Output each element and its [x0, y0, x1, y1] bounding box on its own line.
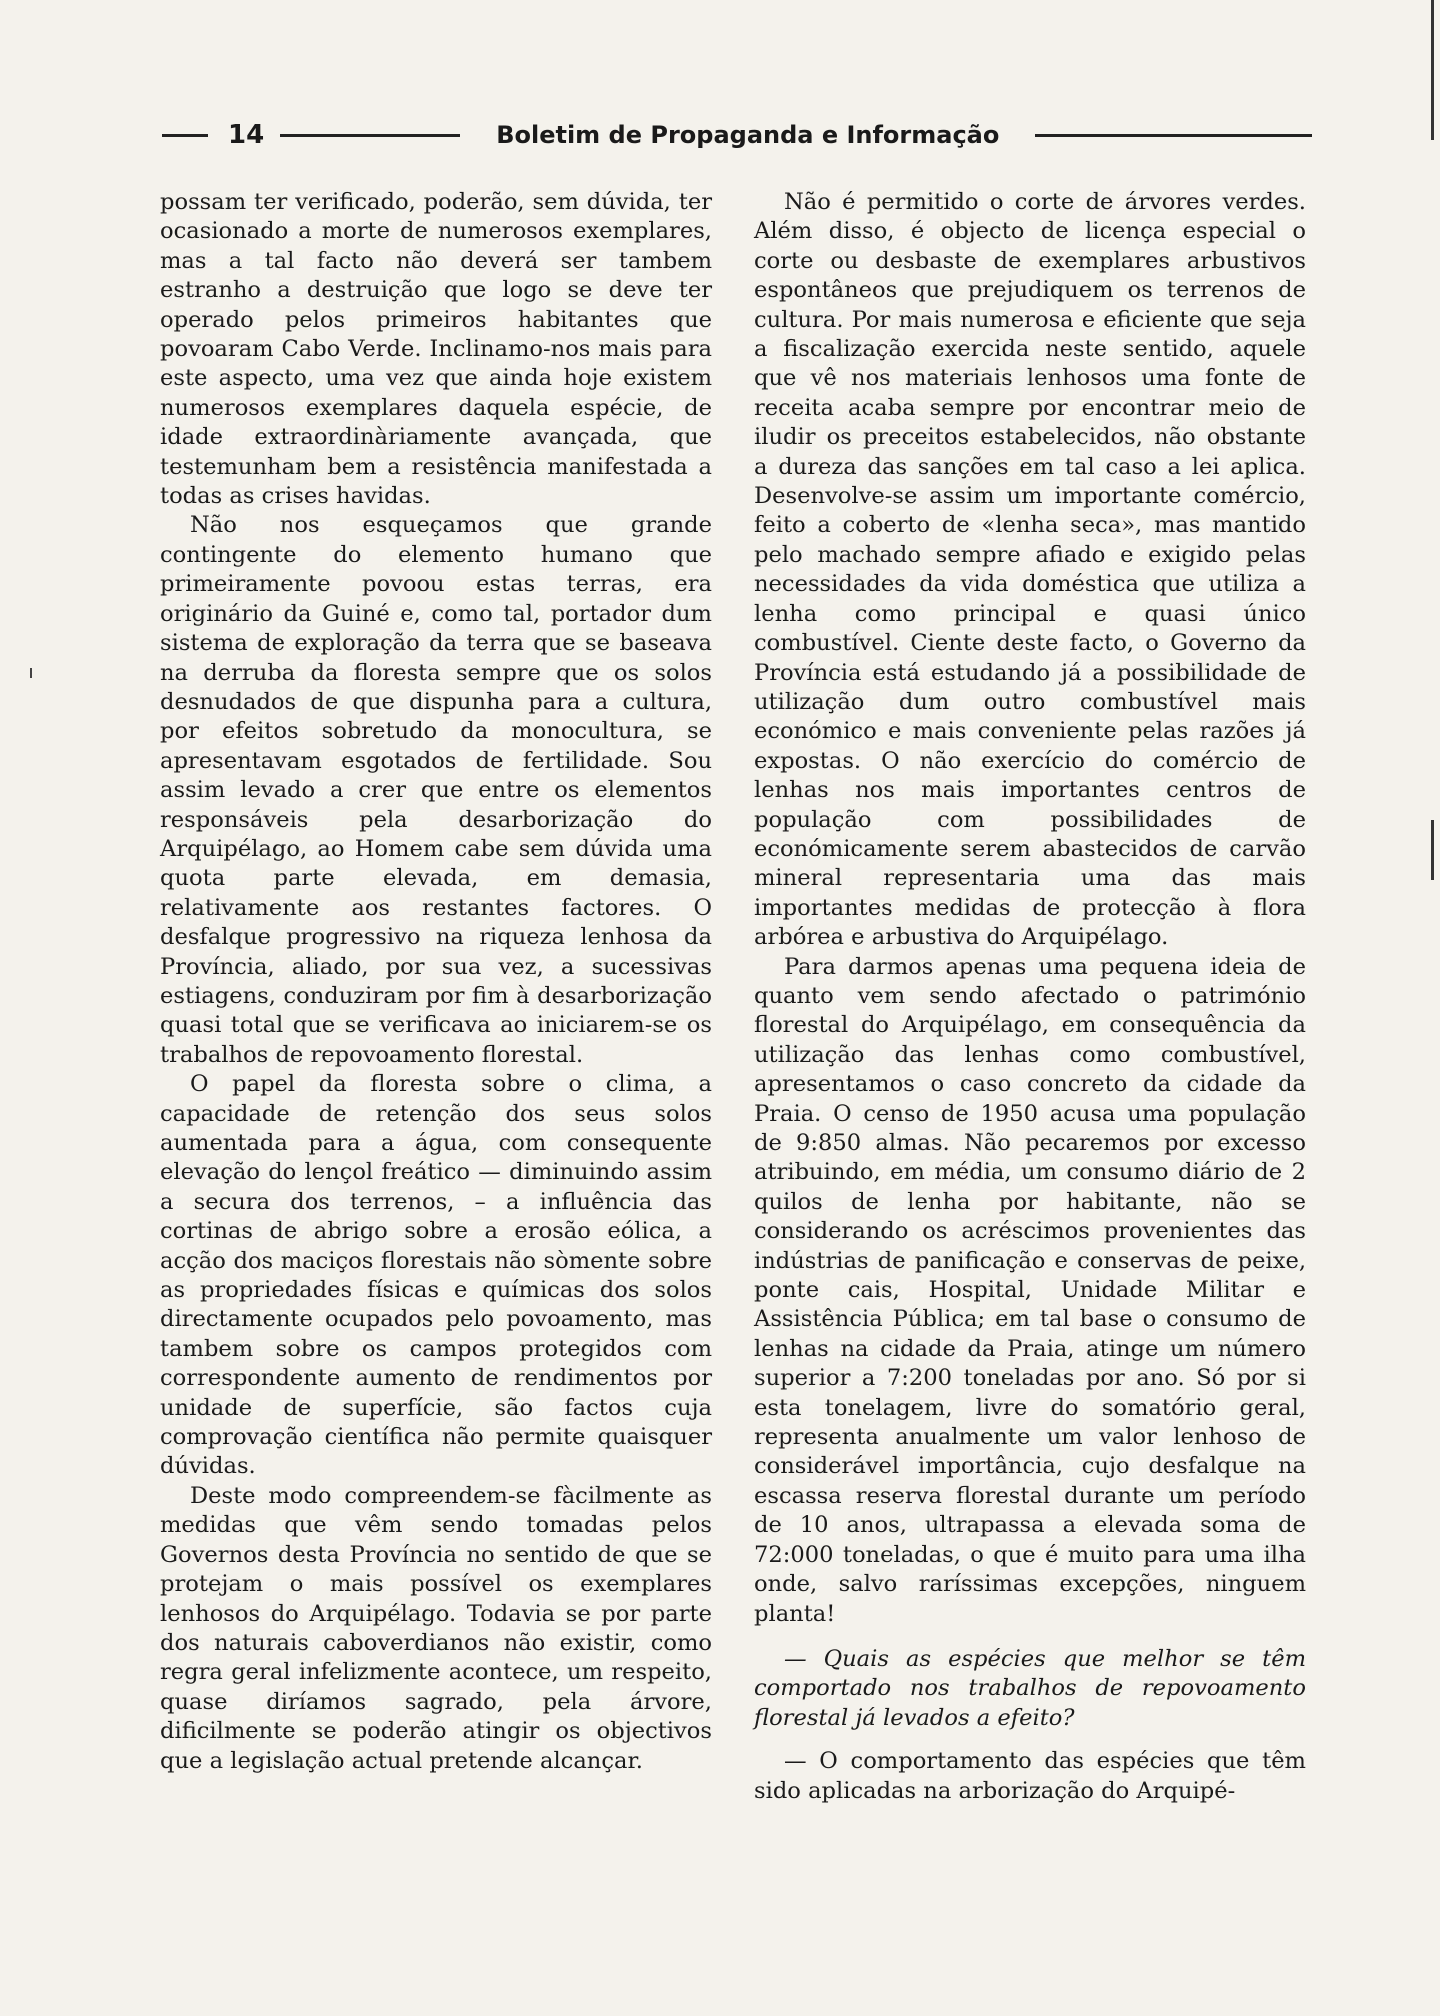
interview-answer: — O comportamento das espécies que têm sido aplicadas na arborização do Arquipé- [754, 1748, 1306, 1804]
paragraph: Para darmos apenas uma pequena ideia de quanto vem sendo afectado o património florestal do Arquipélago, em consequência da utilização das lenhas como combustível, apresentamos o caso concreto da cidade da Praia. O censo de 1950 acusa uma população de 9:850 almas. Não pecaremos por excesso atribuindo, em média, um consumo diário de 2 quilos de lenha por habitante, não se considerando os acréscimos provenientes das indústrias de panificação e conservas de peixe, ponte cais, Hospital, Unidade Militar e Assistência Pública; em tal base o consumo de lenhas na cidade da Praia, atinge um número superior a 7:200 toneladas por ano. Só por si esta tonelagem, livre do somatório geral, representa anualmente um valor lenhoso de considerável importância, cujo desfalque na escassa reserva florestal durante um período de 10 anos, ultrapassa a elevada soma de 72:000 toneladas, o que é muito para uma ilha onde, salvo raríssimas excepções, ninguem planta! [754, 953, 1306, 1627]
scan-speck [30, 668, 32, 678]
header-rule-middle [280, 134, 460, 137]
running-title: Boletim de Propaganda e Informação [496, 121, 1000, 149]
paragraph: Não é permitido o corte de árvores verdes. Além disso, é objecto de licença especial o corte ou desbaste de exemplares arbustivos espontâneos que prejudiquem os terrenos de cultura. Por mais numerosa e eficiente que seja a fiscalização exercida neste sentido, aquele que vê nos materiais lenhosos uma fonte de receita acaba sempre por encontrar meio de iludir os preceitos estabelecidos, não obstante a dureza das sanções em tal caso a lei aplica. Desenvolve-se assim um importante comércio, feito a coberto de «lenha seca», mas mantido pelo machado sempre afiado e exigido pelas necessidades da vida doméstica que utiliza a lenha como principal e quasi único combustível. Ciente deste facto, o Governo da Província está estudando já a possibilidade de utilização dum outro combustível mais económico e mais conveniente pelas razões já expostas. O não exercício do comércio de lenhas nos mais importantes centros de população com possibilidades de económicamente serem abastecidos de carvão mineral representaria uma das mais importantes medidas de protecção à flora arbórea e arbustiva do Arquipélago. [754, 189, 1306, 951]
header-rule-left [162, 134, 208, 137]
paragraph: O papel da floresta sobre o clima, a capacidade de retenção dos seus solos aumentada para a água, com consequente elevação do lençol freático — diminuindo assim a secura dos terrenos, – a influência das cortinas de abrigo sobre a erosão eólica, a acção dos maciços florestais não sòmente sobre as propriedades físicas e químicas dos solos directamente ocupados pelo povoamento, mas tambem sobre os campos protegidos com correspondente aumento de rendimentos por unidade de superfície, são factos cuja comprovação científica não permite quaisquer dúvidas. [160, 1071, 712, 1480]
left-column [160, 188, 712, 1776]
paragraph: Não nos esqueçamos que grande contingente do elemento humano que primeiramente povoou estas terras, era originário da Guiné e, como tal, portador dum sistema de exploração da terra que se baseava na derruba da floresta sempre que os solos desnudados de que dispunha para a cultura, por efeitos sobretudo da monocultura, se apresentavam esgotados de fertilidade. Sou assim levado a crer que entre os elementos responsáveis pela desarborização do Arquipélago, ao Homem cabe sem dúvida uma quota parte elevada, em demasia, relativamente aos restantes factores. O desfalque progressivo na riqueza lenhosa da Província, aliado, por sua vez, a sucessivas estiagens, conduziram por fim à desarborização quasi total que se verificava ao iniciarem-se os trabalhos de repovoamento florestal. [160, 512, 712, 1068]
paragraph: Deste modo compreendem-se fàcilmente as medidas que vêm sendo tomadas pelos Governos desta Província no sentido de que se protejam o mais possível os exemplares lenhosos do Arquipélago. Todavia se por parte dos naturais caboverdianos não existir, como regra geral infelizmente acontece, um respeito, quase diríamos sagrado, pela árvore, dificilmente se poderão atingir os objectivos que a legislação actual pretende alcançar. [160, 1482, 712, 1774]
scan-edge-mark [1431, 820, 1434, 880]
running-header [162, 118, 1312, 152]
page-number: 14 [228, 120, 265, 150]
paragraph: possam ter verificado, poderão, sem dúvida, ter ocasionado a morte de numerosos exemplares, mas a tal facto não deverá ser tambem estranho a destruição que logo se deve ter operado pelos primeiros habitantes que povoaram Cabo Verde. Inclinamo-nos mais para este aspecto, uma vez que ainda hoje existem numerosos exemplares daquela espécie, de idade extraordinàriamente avançada, que testemunham bem a resistência manifestada a todas as crises havidas. [160, 189, 712, 510]
header-rule-right [1035, 134, 1312, 137]
scan-edge-mark [1431, 0, 1434, 140]
interview-question: — Quais as espécies que melhor se têm comportado nos trabalhos de repovoamento florestal já levados a efeito? [754, 1645, 1306, 1731]
right-column [754, 188, 1306, 1806]
